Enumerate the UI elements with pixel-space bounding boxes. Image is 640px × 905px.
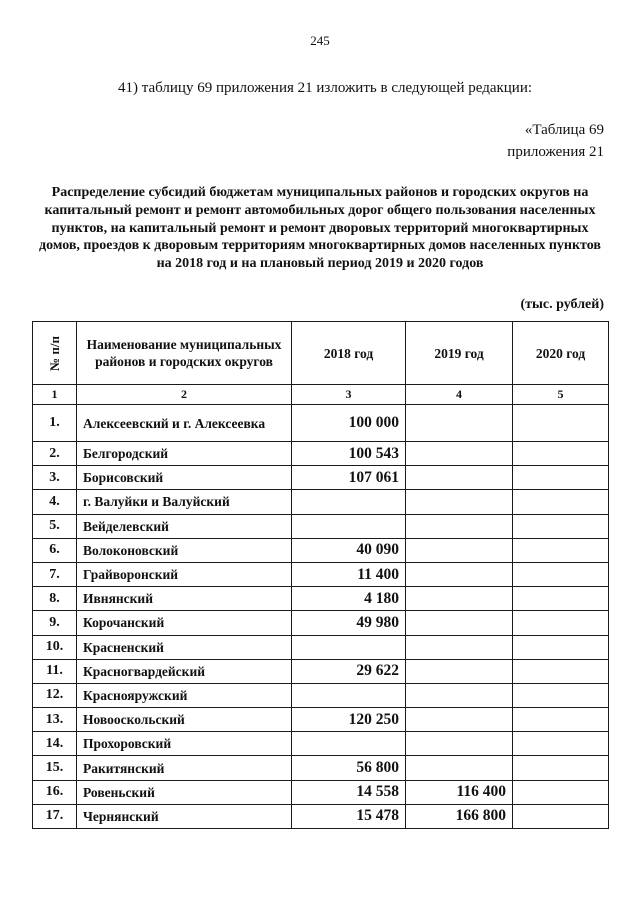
table-row — [33, 635, 609, 659]
row-number: 3. — [33, 466, 77, 490]
row-number: 6. — [33, 538, 77, 562]
value-2019 — [406, 732, 513, 756]
row-number: 5. — [33, 514, 77, 538]
value-2018: 15 478 — [292, 804, 406, 828]
district-name: Волоконовский — [77, 538, 292, 562]
table-row — [33, 683, 609, 707]
value-2018: 56 800 — [292, 756, 406, 780]
table-row — [33, 587, 609, 611]
district-name: Красненский — [77, 635, 292, 659]
value-2018: 107 061 — [292, 466, 406, 490]
row-number: 12. — [33, 683, 77, 707]
header-name: Наименование муниципальных районов и городских округов — [77, 322, 292, 385]
row-number: 16. — [33, 780, 77, 804]
row-number: 15. — [33, 756, 77, 780]
district-name: Ракитянский — [77, 756, 292, 780]
value-2018: 120 250 — [292, 708, 406, 732]
table-row — [33, 611, 609, 635]
table-row — [33, 780, 609, 804]
value-2018 — [292, 490, 406, 514]
value-2019: 166 800 — [406, 804, 513, 828]
value-2018: 14 558 — [292, 780, 406, 804]
value-2020 — [513, 490, 609, 514]
value-2020 — [513, 635, 609, 659]
value-2018: 4 180 — [292, 587, 406, 611]
district-name: Корочанский — [77, 611, 292, 635]
header-2018: 2018 год — [292, 322, 406, 385]
header-2019: 2019 год — [406, 322, 513, 385]
table-row — [33, 756, 609, 780]
row-number: 14. — [33, 732, 77, 756]
table-row — [33, 804, 609, 828]
value-2019 — [406, 587, 513, 611]
value-2019 — [406, 538, 513, 562]
value-2020 — [513, 562, 609, 586]
value-2019 — [406, 466, 513, 490]
caption-line-table: «Таблица 69 — [524, 122, 604, 138]
table-row — [33, 538, 609, 562]
table-row — [33, 514, 609, 538]
instruction-text: 41) таблицу 69 приложения 21 изложить в следующей редакции: — [118, 80, 533, 96]
value-2020 — [513, 442, 609, 466]
district-name: Белгородский — [77, 442, 292, 466]
district-name: Новооскольский — [77, 708, 292, 732]
value-2020 — [513, 611, 609, 635]
table-row — [33, 732, 609, 756]
value-2019 — [406, 635, 513, 659]
value-2020 — [513, 538, 609, 562]
value-2019 — [406, 611, 513, 635]
district-name: Чернянский — [77, 804, 292, 828]
row-number: 17. — [33, 804, 77, 828]
table-row — [33, 442, 609, 466]
value-2020 — [513, 683, 609, 707]
value-2018 — [292, 732, 406, 756]
district-name: Алексеевский и г. Алексеевка — [77, 405, 292, 442]
district-name: Вейделевский — [77, 514, 292, 538]
district-name: Грайворонский — [77, 562, 292, 586]
value-2020 — [513, 708, 609, 732]
page-number: 245 — [310, 33, 330, 48]
row-number: 2. — [33, 442, 77, 466]
table-body — [33, 405, 609, 829]
row-number: 4. — [33, 490, 77, 514]
value-2018: 49 980 — [292, 611, 406, 635]
value-2019 — [406, 683, 513, 707]
column-index: 3 — [292, 385, 406, 405]
value-2018: 100 000 — [292, 405, 406, 442]
column-index: 5 — [513, 385, 609, 405]
value-2019: 116 400 — [406, 780, 513, 804]
district-name: Красногвардейский — [77, 659, 292, 683]
value-2020 — [513, 514, 609, 538]
value-2020 — [513, 804, 609, 828]
document-title: Распределение субсидий бюджетам муниципальных районов и городских округов на капитальный ремонт и ремонт автомобильных дорог общего пользования населенных пунктов, на капитальный ремонт и ремонт дворовых территорий многоквартирных домов, проездов к дворовым территориям многоквартирных домов населенных пунктов на 2018 год и на плановый период 2019 и 2020 годов — [39, 185, 601, 272]
row-number: 11. — [33, 659, 77, 683]
value-2020 — [513, 466, 609, 490]
value-2019 — [406, 490, 513, 514]
row-number: 13. — [33, 708, 77, 732]
units-label: (тыс. рублей) — [520, 297, 604, 312]
district-name: Ивнянский — [77, 587, 292, 611]
value-2018: 11 400 — [292, 562, 406, 586]
district-name: г. Валуйки и Валуйский — [77, 490, 292, 514]
column-index-row — [33, 385, 609, 405]
table-row — [33, 708, 609, 732]
value-2020 — [513, 780, 609, 804]
table-row — [33, 490, 609, 514]
column-index: 2 — [77, 385, 292, 405]
value-2019 — [406, 756, 513, 780]
district-name: Борисовский — [77, 466, 292, 490]
value-2018 — [292, 683, 406, 707]
table-row — [33, 405, 609, 442]
value-2018: 100 543 — [292, 442, 406, 466]
row-number: 1. — [33, 405, 77, 442]
header-number — [33, 322, 77, 385]
column-index: 4 — [406, 385, 513, 405]
value-2018: 29 622 — [292, 659, 406, 683]
caption-line-appendix: приложения 21 — [507, 144, 604, 160]
row-number: 10. — [33, 635, 77, 659]
table-row — [33, 562, 609, 586]
row-number: 7. — [33, 562, 77, 586]
table-row — [33, 466, 609, 490]
district-name: Краснояружский — [77, 683, 292, 707]
value-2018 — [292, 635, 406, 659]
table-row — [33, 659, 609, 683]
subsidy-table — [32, 321, 609, 829]
value-2019 — [406, 659, 513, 683]
table-header-row — [33, 322, 609, 385]
value-2019 — [406, 442, 513, 466]
value-2019 — [406, 562, 513, 586]
value-2019 — [406, 708, 513, 732]
district-name: Ровеньский — [77, 780, 292, 804]
value-2019 — [406, 405, 513, 442]
value-2018: 40 090 — [292, 538, 406, 562]
header-2020: 2020 год — [513, 322, 609, 385]
value-2020 — [513, 732, 609, 756]
header-number-label: № п/п — [47, 335, 62, 371]
row-number: 8. — [33, 587, 77, 611]
table-caption — [507, 119, 604, 163]
value-2019 — [406, 514, 513, 538]
value-2020 — [513, 587, 609, 611]
column-index: 1 — [33, 385, 77, 405]
district-name: Прохоровский — [77, 732, 292, 756]
value-2020 — [513, 405, 609, 442]
value-2018 — [292, 514, 406, 538]
value-2020 — [513, 756, 609, 780]
row-number: 9. — [33, 611, 77, 635]
value-2020 — [513, 659, 609, 683]
